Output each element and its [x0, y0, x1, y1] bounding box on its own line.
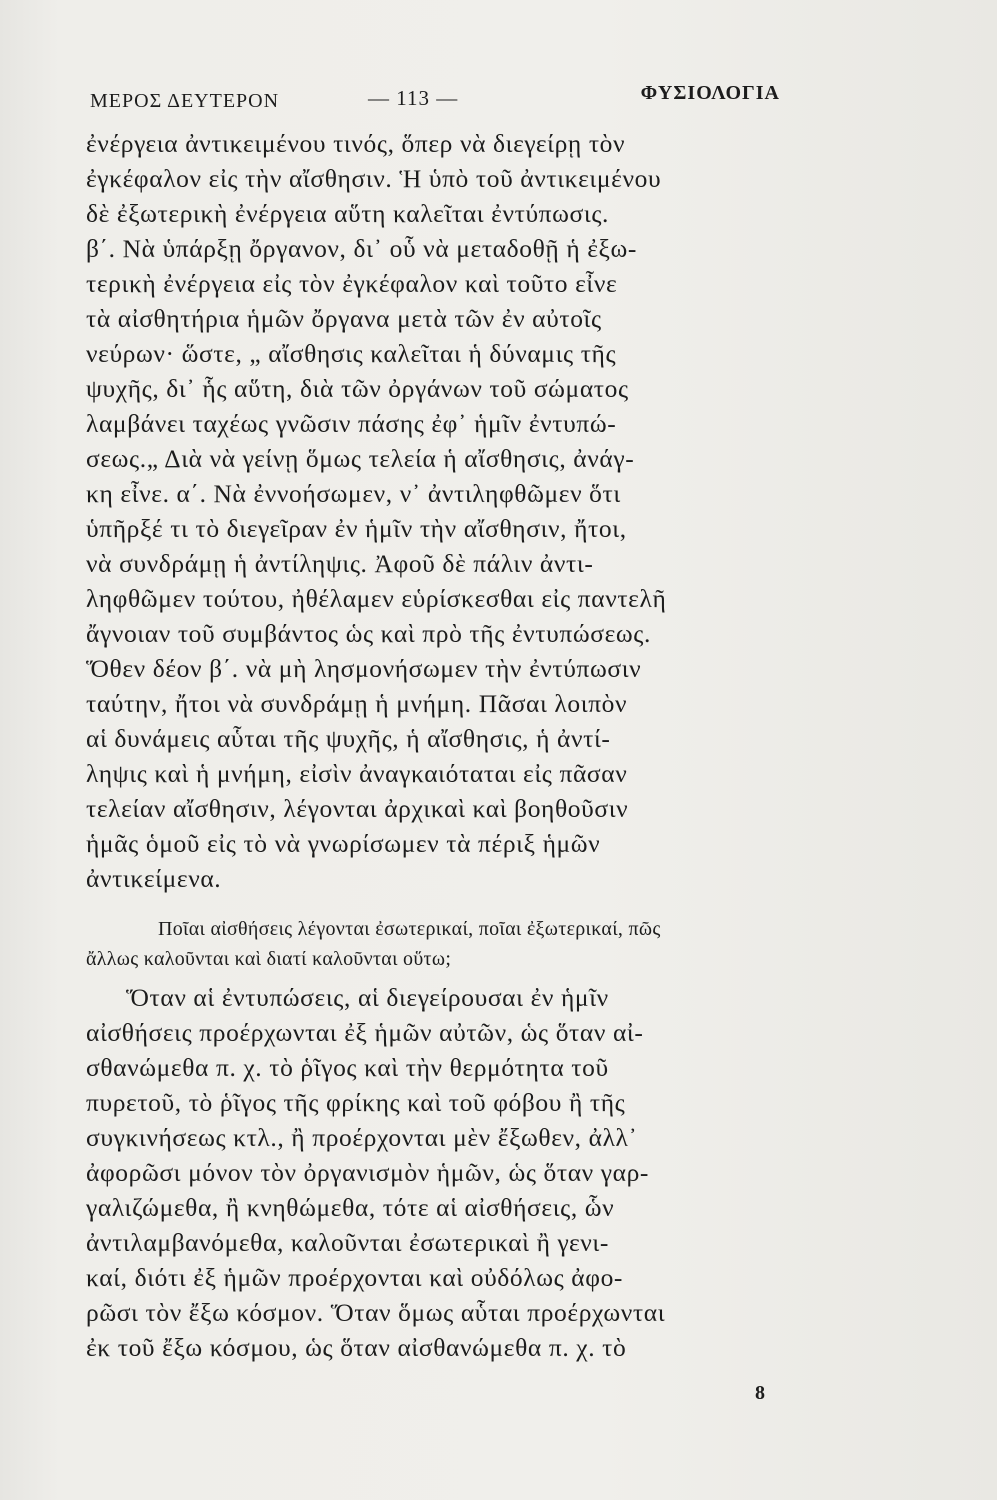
- signature-mark: 8: [755, 1382, 765, 1404]
- text-line: ἄγνοιαν τοῦ συμβάντος ὡς καὶ πρὸ τῆς ἐντυπώσεως.: [86, 619, 651, 648]
- text-line: ἐνέργεια ἀντικειμένου τινός, ὅπερ νὰ διεγείρῃ τὸν: [86, 129, 626, 158]
- text-line: νὰ συνδράμῃ ἡ ἀντίληψις. Ἀφοῦ δὲ πάλιν ἀντι-: [86, 549, 594, 578]
- text-line: ἐγκέφαλον εἰς τὴν αἴσθησιν. Ἡ ὑπὸ τοῦ ἀντικειμένου: [86, 164, 662, 193]
- text-line: ληφθῶμεν τούτου, ἠθέλαμεν εὑρίσκεσθαι εἰς παντελῆ: [86, 584, 667, 613]
- header-subject-title: ΦΥΣΙΟΛΟΓΙΑ: [640, 82, 780, 104]
- text-line: ὑπῆρξέ τι τὸ διεγεῖραν ἐν ἡμῖν τὴν αἴσθησιν, ἤτοι,: [86, 514, 627, 543]
- section-question: [86, 914, 786, 974]
- text-line: ἡμᾶς ὁμοῦ εἰς τὸ νὰ γνωρίσωμεν τὰ πέριξ ἡμῶν: [86, 829, 601, 858]
- text-line: νεύρων· ὥστε, „ αἴσθησις καλεῖται ἡ δύναμις τῆς: [86, 339, 617, 368]
- text-line: ταύτην, ἤτοι νὰ συνδράμῃ ἡ μνήμη. Πᾶσαι λοιπὸν: [86, 689, 628, 718]
- text-line: ρῶσι τὸν ἔξω κόσμον. Ὅταν ὅμως αὗται προέρχωνται: [86, 1298, 666, 1327]
- text-line: πυρετοῦ, τὸ ῥῖγος τῆς φρίκης καὶ τοῦ φόβου ἢ τῆς: [86, 1088, 626, 1117]
- text-line: δὲ ἐξωτερικὴ ἐνέργεια αὕτη καλεῖται ἐντύπωσις.: [86, 199, 610, 228]
- page-number: — 113 —: [368, 86, 459, 110]
- text-line: ἐκ τοῦ ἔξω κόσμου, ὡς ὅταν αἰσθανώμεθα π. χ. τὸ: [86, 1333, 627, 1362]
- question-line: Ποῖαι αἰσθήσεις λέγονται ἐσωτερικαί, ποῖαι ἐξωτερικαί, πῶς: [158, 918, 661, 940]
- paragraph-1: [86, 126, 786, 896]
- text-line: ἀφορῶσι μόνον τὸν ὀργανισμὸν ἡμῶν, ὡς ὅταν γαρ-: [86, 1158, 650, 1187]
- text-line: β΄. Νὰ ὑπάρξῃ ὄργανον, δι᾽ οὗ νὰ μεταδοθῇ ἡ ἐξω-: [86, 234, 637, 263]
- text-line: συγκινήσεως κτλ., ἢ προέρχονται μὲν ἔξωθεν, ἀλλ᾽: [86, 1123, 638, 1152]
- paragraph-2: [86, 980, 786, 1365]
- text-line: Ὅταν αἱ ἐντυπώσεις, αἱ διεγείρουσαι ἐν ἡμῖν: [126, 983, 609, 1012]
- text-line: τερικὴ ἐνέργεια εἰς τὸν ἐγκέφαλον καὶ τοῦτο εἶνε: [86, 269, 618, 298]
- question-line: ἄλλως καλοῦνται καὶ διατί καλοῦνται οὕτω;: [86, 948, 452, 970]
- text-line: κη εἶνε. α΄. Νὰ ἐννοήσωμεν, ν᾽ ἀντιληφθῶμεν ὅτι: [86, 479, 621, 508]
- text-line: λαμβάνει ταχέως γνῶσιν πάσης ἐφ᾽ ἡμῖν ἐντυπώ-: [86, 409, 617, 438]
- text-line: αἰσθήσεις προέρχωνται ἐξ ἡμῶν αὐτῶν, ὡς ὅταν αἰ-: [86, 1018, 644, 1047]
- text-line: ληψις καὶ ἡ μνήμη, εἰσὶν ἀναγκαιόταται εἰς πᾶσαν: [86, 759, 628, 788]
- text-line: ψυχῆς, δι᾽ ἧς αὕτη, διὰ τῶν ὀργάνων τοῦ σώματος: [86, 374, 629, 403]
- text-line: τελείαν αἴσθησιν, λέγονται ἀρχικαὶ καὶ βοηθοῦσιν: [86, 794, 629, 823]
- text-line: τὰ αἰσθητήρια ἡμῶν ὄργανα μετὰ τῶν ἐν αὐτοῖς: [86, 304, 602, 333]
- text-line: ἀντικείμενα.: [86, 864, 222, 893]
- text-line: σεως.„ Διὰ νὰ γείνῃ ὅμως τελεία ἡ αἴσθησις, ἀνάγ-: [86, 444, 635, 473]
- text-line: γαλιζώμεθα, ἢ κνηθώμεθα, τότε αἱ αἰσθήσεις, ὧν: [86, 1193, 615, 1222]
- text-line: ἀντιλαμβανόμεθα, καλοῦνται ἐσωτερικαὶ ἢ γενι-: [86, 1228, 609, 1257]
- page-body: [86, 126, 786, 1365]
- text-line: Ὅθεν δέον β΄. νὰ μὴ λησμονήσωμεν τὴν ἐντύπωσιν: [86, 654, 642, 683]
- text-line: καί, διότι ἐξ ἡμῶν προέρχονται καὶ οὐδόλως ἀφο-: [86, 1263, 624, 1292]
- header-section-title: ΜΕΡΟΣ ΔΕΥΤΕΡΟΝ: [90, 90, 280, 112]
- text-line: σθανώμεθα π. χ. τὸ ῥῖγος καὶ τὴν θερμότητα τοῦ: [86, 1053, 609, 1082]
- running-header: [90, 82, 780, 118]
- text-line: αἱ δυνάμεις αὗται τῆς ψυχῆς, ἡ αἴσθησις, ἡ ἀντί-: [86, 724, 611, 753]
